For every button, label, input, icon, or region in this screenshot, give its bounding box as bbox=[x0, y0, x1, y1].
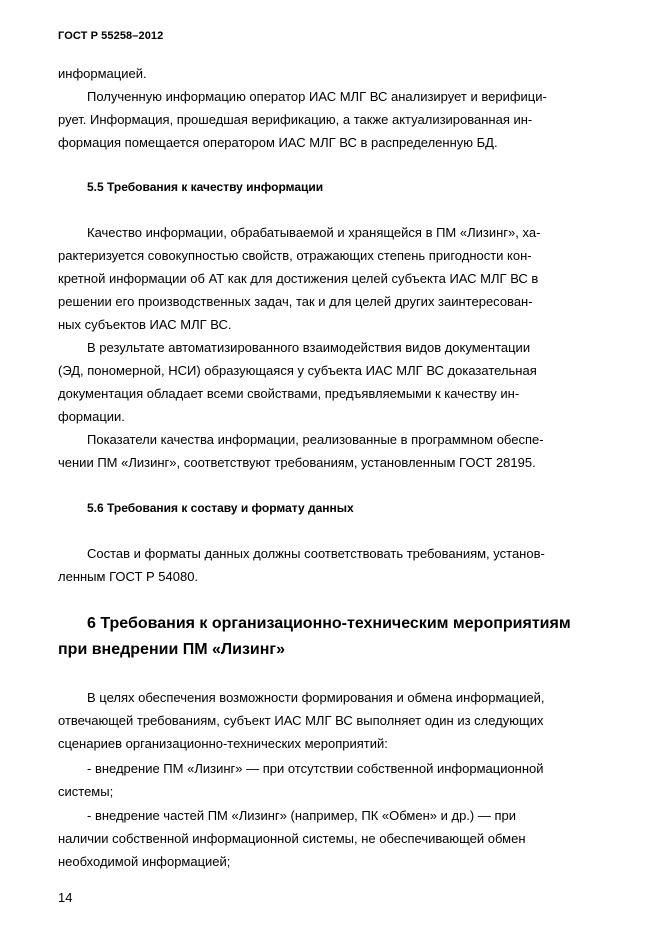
paragraph-line: рактеризуется совокупностью свойств, отражающих степень пригодности кон- bbox=[58, 248, 532, 263]
section-heading-6-cont: при внедрении ПМ «Лизинг» bbox=[58, 641, 285, 658]
paragraph-line: отвечающей требованиям, субъект ИАС МЛГ ВС выполняет один из следующих bbox=[58, 713, 544, 728]
paragraph-line: (ЭД, пономерной, НСИ) образующаяся у субъекта ИАС МЛГ ВС доказательная bbox=[58, 363, 537, 378]
page-number: 14 bbox=[58, 890, 73, 905]
paragraph-line: Качество информации, обрабатываемой и хранящейся в ПМ «Лизинг», ха- bbox=[87, 225, 541, 240]
section-heading-5-6: 5.6 Требования к составу и формату данных bbox=[87, 501, 354, 515]
paragraph-line: сценариев организационно-технических мероприятий: bbox=[58, 736, 388, 751]
paragraph-line: кретной информации об АТ как для достижения целей субъекта ИАС МЛГ ВС в bbox=[58, 271, 539, 286]
section-heading-5-5: 5.5 Требования к качеству информации bbox=[87, 180, 324, 194]
paragraph-line: Состав и форматы данных должны соответствовать требованиям, установ- bbox=[87, 546, 545, 561]
list-item-line: наличии собственной информационной системы, не обеспечивающей обмен bbox=[58, 831, 526, 846]
paragraph-line: формации. bbox=[58, 409, 125, 424]
paragraph-line: В результате автоматизированного взаимодействия видов документации bbox=[87, 340, 531, 355]
paragraph-line: В целях обеспечения возможности формирования и обмена информацией, bbox=[87, 690, 545, 705]
paragraph-line: чении ПМ «Лизинг», соответствуют требованиям, установленным ГОСТ 28195. bbox=[58, 455, 536, 470]
paragraph-line: информацией. bbox=[58, 66, 147, 81]
paragraph-line: формация помещается оператором ИАС МЛГ ВС в распределенную БД. bbox=[58, 135, 498, 150]
list-item-line: системы; bbox=[58, 784, 114, 799]
list-item-line: - внедрение частей ПМ «Лизинг» (например, ПК «Обмен» и др.) — при bbox=[87, 808, 516, 823]
paragraph-line: ных субъектов ИАС МЛГ ВС. bbox=[58, 317, 232, 332]
paragraph-line: Показатели качества информации, реализованные в программном обеспе- bbox=[87, 432, 544, 447]
paragraph-line: Полученную информацию оператор ИАС МЛГ ВС анализирует и верифици- bbox=[87, 89, 547, 104]
paragraph-line: рует. Информация, прошедшая верификацию, а также актуализированная ин- bbox=[58, 112, 533, 127]
paragraph-line: решении его производственных задач, так и для целей других заинтересован- bbox=[58, 294, 533, 309]
document-code: ГОСТ Р 55258–2012 bbox=[58, 30, 164, 42]
section-heading-6: 6 Требования к организационно-техническим мероприятиям bbox=[87, 615, 571, 632]
paragraph-line: ленным ГОСТ Р 54080. bbox=[58, 569, 199, 584]
list-item-line: необходимой информацией; bbox=[58, 854, 231, 869]
paragraph-line: документация обладает всеми свойствами, предъявляемыми к качеству ин- bbox=[58, 386, 520, 401]
list-item-line: - внедрение ПМ «Лизинг» — при отсутствии собственной информационной bbox=[87, 761, 544, 776]
